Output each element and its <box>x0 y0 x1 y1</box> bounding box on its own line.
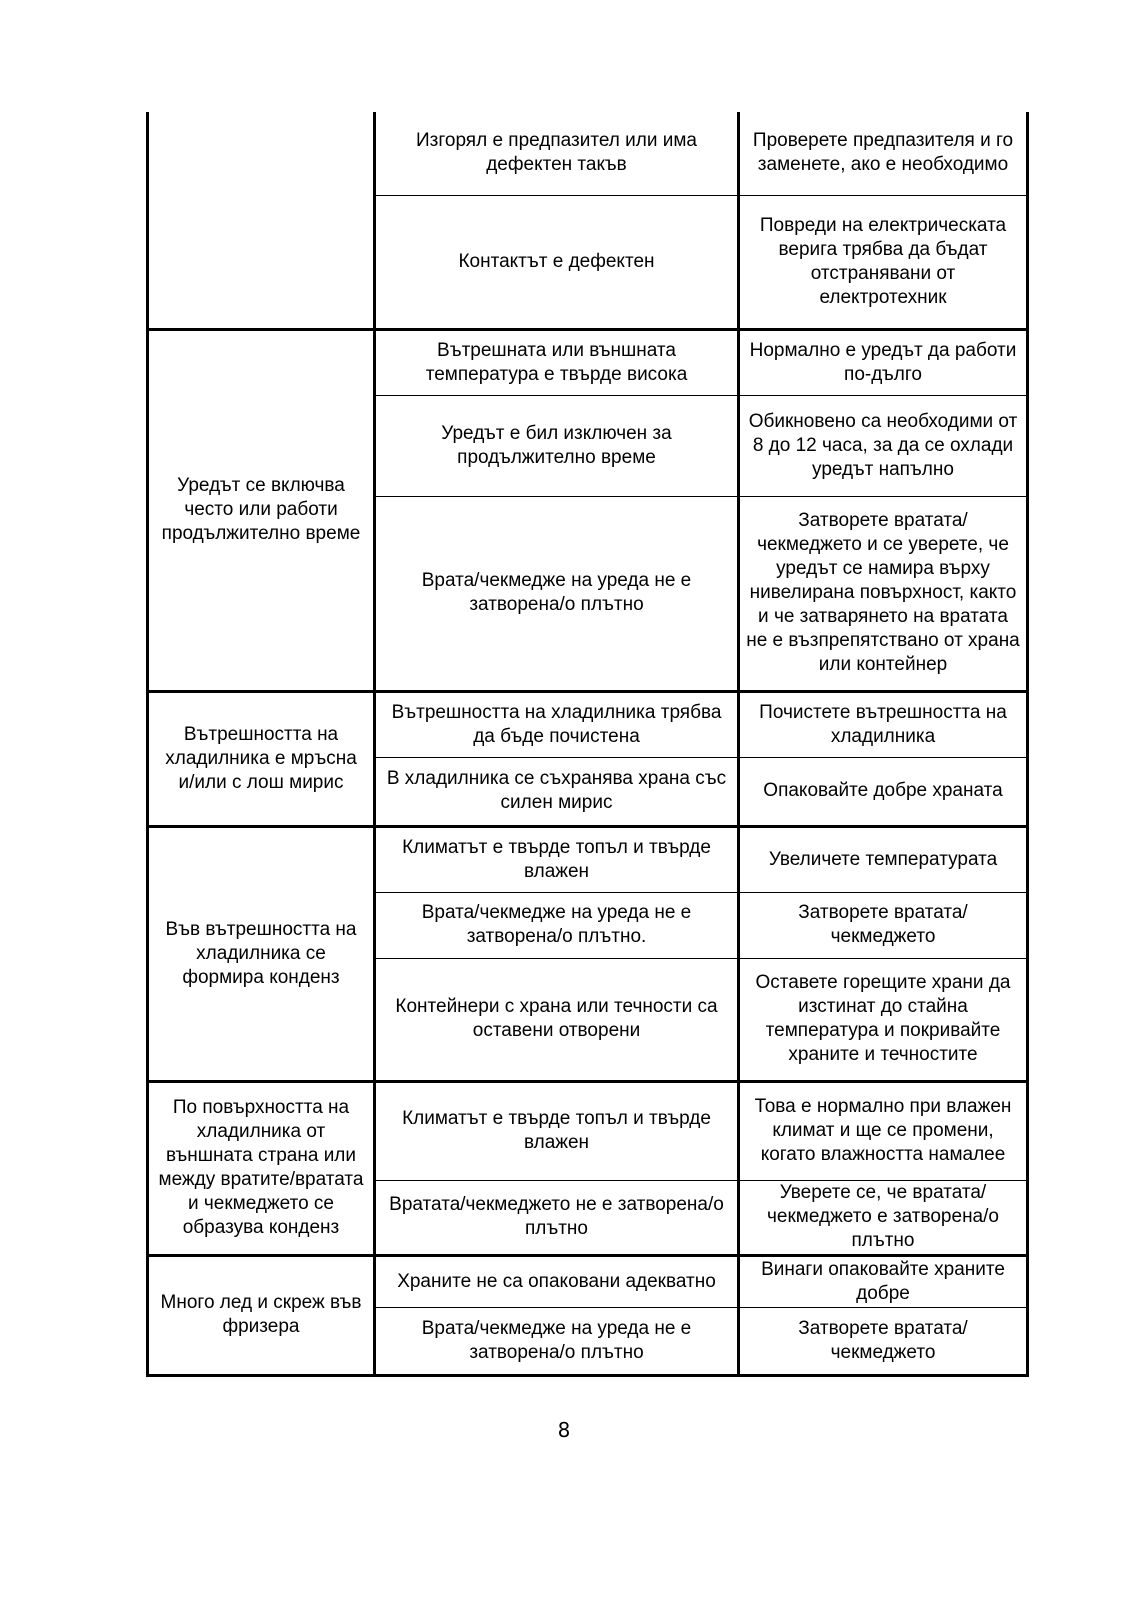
table-row <box>148 1081 1028 1180</box>
cause-cell: Врата/чекмедже на уреда не е затворена/о плътно. <box>375 892 739 958</box>
table-row <box>148 329 1028 395</box>
cause-cell: Врата/чекмедже на уреда не е затворена/о плътно <box>375 496 739 691</box>
solution-cell: Оставете горещите храни да изстинат до стайна температура и покривайте храните и течностите <box>739 958 1028 1081</box>
symptom-cell: Уредът се включва често или работи продължително време <box>148 329 375 691</box>
solution-cell: Това е нормално при влажен климат и ще се промени, когато влажността намалее <box>739 1081 1028 1180</box>
symptom-cell: Много лед и скреж във фризера <box>148 1255 375 1375</box>
solution-cell: Проверете предпазителя и го заменете, ако е необходимо <box>739 112 1028 195</box>
cause-cell: Врата/чекмедже на уреда не е затворена/о плътно <box>375 1307 739 1375</box>
solution-cell: Уверете се, че вратата/чекмеджето е затворена/о плътно <box>739 1180 1028 1255</box>
page-number: 8 <box>557 1418 571 1442</box>
cause-cell: Климатът е твърде топъл и твърде влажен <box>375 826 739 892</box>
symptom-cell: По повърхността на хладилника от външната страна или между вратите/вратата и чекмеджето се образува конденз <box>148 1081 375 1255</box>
symptom-cell: Във вътрешността на хладилника се формира конденз <box>148 826 375 1081</box>
cause-cell: Вътрешната или външната температура е твърде висока <box>375 329 739 395</box>
solution-cell: Увеличете температурата <box>739 826 1028 892</box>
solution-cell: Повреди на електрическата верига трябва да бъдат отстранявани от електротехник <box>739 195 1028 329</box>
solution-cell: Обикновено са необходими от 8 до 12 часа, за да се охлади уредът напълно <box>739 395 1028 496</box>
cause-cell: Контактът е дефектен <box>375 195 739 329</box>
symptom-cell <box>148 112 375 329</box>
solution-cell: Затворете вратата/чекмеджето <box>739 1307 1028 1375</box>
solution-cell: Опаковайте добре храната <box>739 757 1028 826</box>
table-row <box>148 1255 1028 1307</box>
solution-cell: Винаги опаковайте храните добре <box>739 1255 1028 1307</box>
cause-cell: Храните не са опаковани адекватно <box>375 1255 739 1307</box>
cause-cell: Вътрешността на хладилника трябва да бъде почистена <box>375 691 739 757</box>
table-row <box>148 112 1028 195</box>
cause-cell: В хладилника се съхранява храна със силен мирис <box>375 757 739 826</box>
cause-cell: Уредът е бил изключен за продължително време <box>375 395 739 496</box>
symptom-cell: Вътрешността на хладилника е мръсна и/или с лош мирис <box>148 691 375 826</box>
solution-cell: Нормално е уредът да работи по-дълго <box>739 329 1028 395</box>
table-row <box>148 691 1028 757</box>
cause-cell: Вратата/чекмеджето не е затворена/о плътно <box>375 1180 739 1255</box>
cause-cell: Контейнери с храна или течности са оставени отворени <box>375 958 739 1081</box>
cause-cell: Климатът е твърде топъл и твърде влажен <box>375 1081 739 1180</box>
cause-cell: Изгорял е предпазител или има дефектен такъв <box>375 112 739 195</box>
troubleshooting-table <box>146 112 1029 1377</box>
solution-cell: Почистете вътрешността на хладилника <box>739 691 1028 757</box>
solution-cell: Затворете вратата/чекмеджето и се уверете, че уредът се намира върху нивелирана повърхност, както и че затварянето на вратата не е възпрепятствано от храна или контейнер <box>739 496 1028 691</box>
solution-cell: Затворете вратата/чекмеджето <box>739 892 1028 958</box>
table-row <box>148 826 1028 892</box>
